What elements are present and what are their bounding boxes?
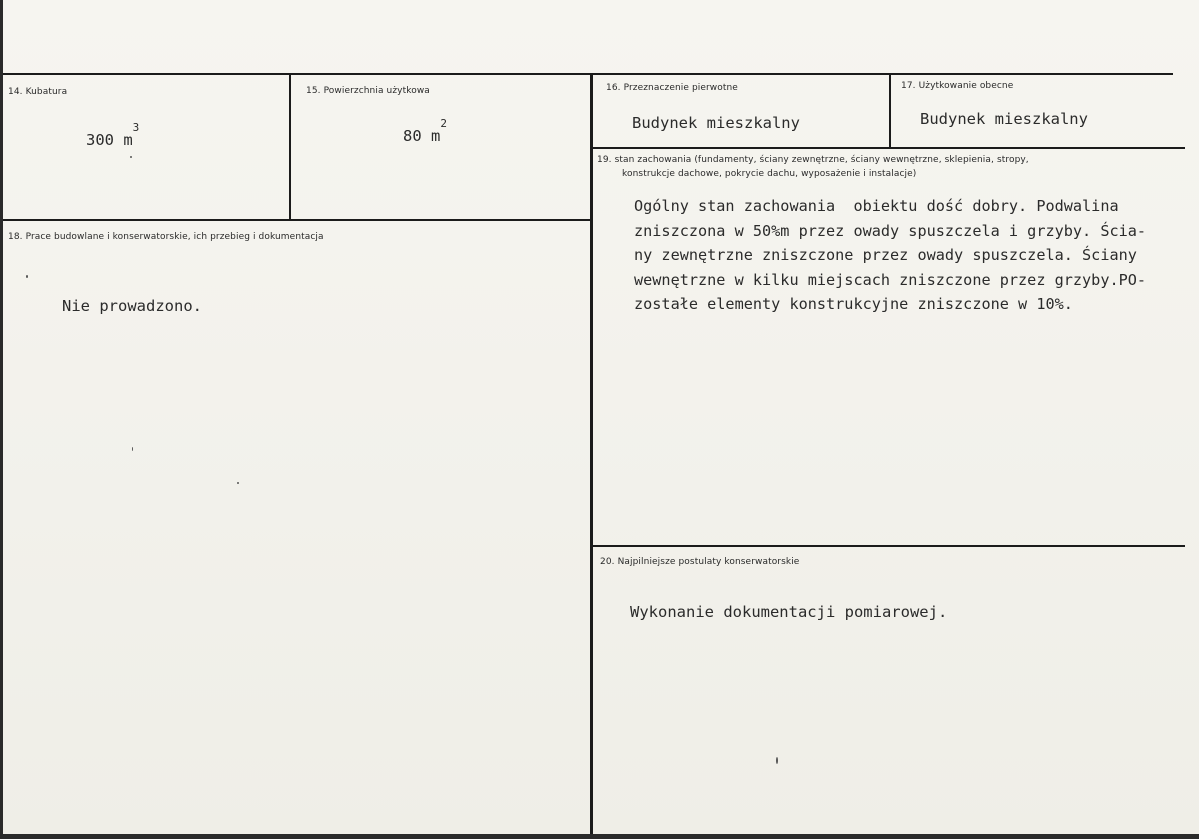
- field-19-label-line2: konstrukcje dachowe, pokrycie dachu, wyposażenie i instalacje): [622, 169, 917, 179]
- field-19-line: Ogólny stan zachowania obiektu dość dobry. Podwalina: [634, 197, 1119, 215]
- card-left-edge: [0, 0, 3, 839]
- rule-under-16-17: [593, 147, 1185, 149]
- paper-speck: [26, 275, 28, 278]
- field-14-number: 300 m: [86, 131, 133, 149]
- card-bottom-edge: [0, 834, 1199, 839]
- rule-above-20: [593, 545, 1185, 547]
- field-18-value: Nie prowadzono.: [62, 297, 202, 315]
- field-20-label: 20. Najpilniejsze postulaty konserwatorskie: [600, 557, 800, 567]
- field-19-text: [634, 194, 1146, 317]
- field-16-value: Budynek mieszkalny: [632, 114, 800, 132]
- field-15-value: [403, 117, 447, 145]
- field-17-value: Budynek mieszkalny: [920, 110, 1088, 128]
- field-19-line: zostałe elementy konstrukcyjne zniszczone w 10%.: [634, 295, 1073, 314]
- paper-speck: [130, 156, 132, 158]
- paper-speck: [776, 757, 778, 764]
- field-17-label: 17. Użytkowanie obecne: [901, 81, 1014, 91]
- top-rule: [3, 73, 1173, 75]
- field-15-number: 80 m: [403, 127, 441, 145]
- field-15-exponent: 2: [440, 117, 447, 130]
- paper-speck: [132, 447, 133, 451]
- field-19-line: wewnętrzne w kilku miejscach zniszczone przez grzyby.PO-: [634, 270, 1147, 289]
- field-16-label: 16. Przeznaczenie pierwotne: [606, 83, 738, 93]
- field-19-line: ny zewnętrzne zniszczone przez owady spuszczela. Ściany: [634, 246, 1137, 265]
- field-18-label: 18. Prace budowlane i konserwatorskie, ich przebieg i dokumentacja: [8, 232, 324, 242]
- field-15-label: 15. Powierzchnia użytkowa: [306, 86, 430, 96]
- divider-16-17: [889, 75, 891, 149]
- divider-14-15: [289, 75, 291, 221]
- paper-speck: [237, 482, 239, 484]
- field-14-value: [86, 121, 140, 149]
- center-divider: [590, 75, 593, 834]
- rule-under-14-15: [3, 219, 590, 221]
- field-14-exponent: 3: [132, 121, 140, 134]
- field-19-line: zniszczona w 50%m przez owady spuszczela i grzyby. Ścia-: [634, 221, 1147, 240]
- field-14-label: 14. Kubatura: [8, 87, 68, 97]
- field-20-value: Wykonanie dokumentacji pomiarowej.: [630, 603, 948, 621]
- field-19-label-line1: 19. stan zachowania (fundamenty, ściany zewnętrzne, ściany wewnętrzne, sklepienia, stropy,: [597, 155, 1029, 165]
